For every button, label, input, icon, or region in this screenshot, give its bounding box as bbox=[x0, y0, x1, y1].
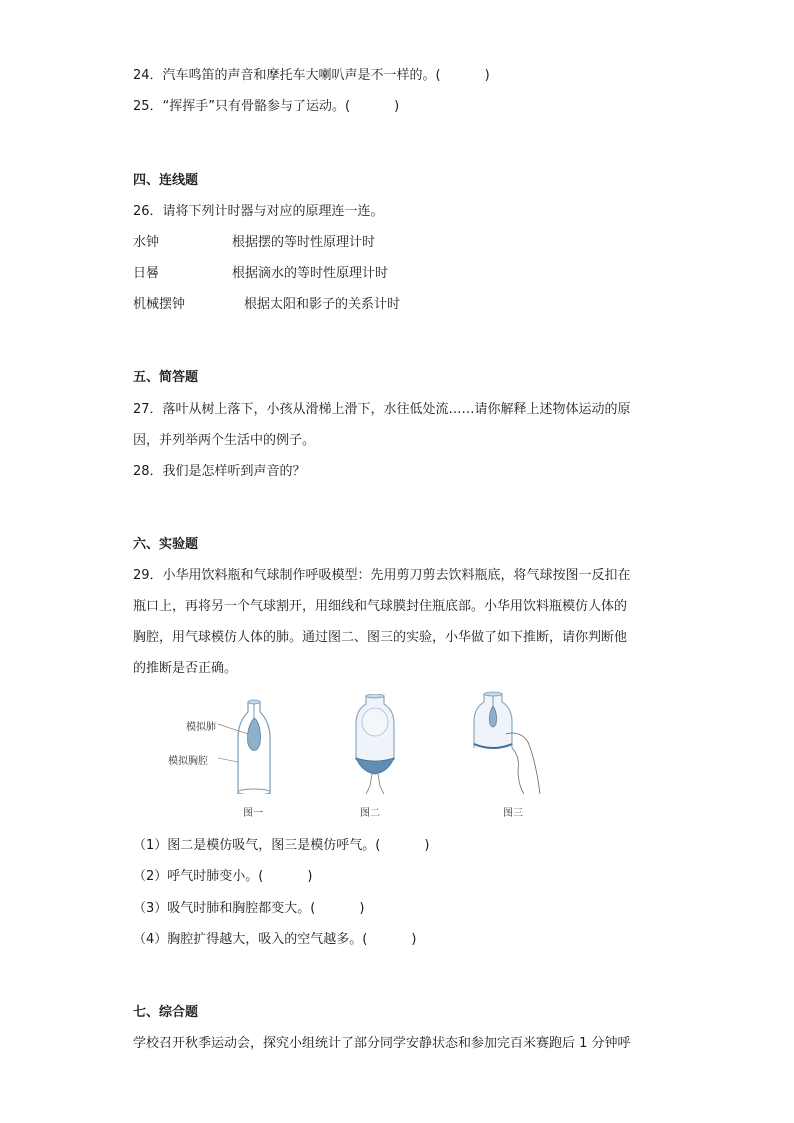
section-heading-comprehensive: 七、综合题 bbox=[133, 1005, 199, 1020]
question-29-sub-2 bbox=[133, 867, 312, 887]
principle-item-sun-shadow[interactable]: 根据太阳和影子的关系计时 bbox=[244, 297, 401, 312]
bottle-model-figure-1 bbox=[218, 698, 288, 794]
question-27-line1: 27．落叶从树上落下，小孩从滑梯上滑下，水往低处流……请你解释上述物体运动的原 bbox=[133, 402, 631, 417]
question-24-text: 24．汽车鸣笛的声音和摩托车大喇叭声是不一样的。( bbox=[133, 68, 441, 83]
question-29-sub-1 bbox=[133, 836, 429, 856]
label-simulated-chest: 模拟胸腔 bbox=[168, 756, 208, 767]
sub-4-text: （4）胸腔扩得越大，吸入的空气越多。( bbox=[133, 932, 368, 947]
timer-item-mechanical-clock[interactable]: 机械摆钟 bbox=[133, 297, 186, 312]
question-29-line3: 胸腔，用气球模仿人体的肺。通过图二、图三的实验，小华做了如下推断，请你判断他 bbox=[133, 630, 628, 645]
question-29-line2: 瓶口上，再将另一个气球割开，用细线和气球膜封住瓶底部。小华用饮料瓶模仿人体的 bbox=[133, 599, 628, 614]
sub-3-text: （3）吸气时肺和胸腔都变大。( bbox=[133, 901, 316, 916]
question-29-sub-3 bbox=[133, 899, 364, 919]
paren-close: ) bbox=[424, 838, 430, 853]
section-heading-matching: 四、连线题 bbox=[133, 173, 199, 188]
timer-item-water-clock[interactable]: 水钟 bbox=[133, 235, 160, 250]
question-29-line1: 29．小华用饮料瓶和气球制作呼吸模型：先用剪刀剪去饮料瓶底，将气球按图一反扣在 bbox=[133, 568, 631, 583]
figure-2-label: 图二 bbox=[360, 808, 380, 819]
label-simulated-lung: 模拟肺 bbox=[186, 722, 216, 733]
bottle-model-figure-3 bbox=[466, 690, 562, 794]
principle-item-dripping[interactable]: 根据滴水的等时性原理计时 bbox=[232, 266, 389, 281]
timer-item-sundial[interactable]: 日晷 bbox=[133, 266, 160, 281]
question-26-text: 26．请将下列计时器与对应的原理连一连。 bbox=[133, 204, 384, 219]
question-25 bbox=[133, 97, 399, 117]
section-heading-experiment: 六、实验题 bbox=[133, 537, 199, 552]
figure-1-label: 图一 bbox=[243, 808, 263, 819]
sub-1-text: （1）图二是模仿吸气，图三是模仿呼气。( bbox=[133, 838, 381, 853]
paren-close: ) bbox=[411, 932, 417, 947]
section-heading-short-answer: 五、简答题 bbox=[133, 370, 199, 385]
question-29-line4: 的推断是否正确。 bbox=[133, 661, 238, 676]
paren-close: ) bbox=[484, 68, 490, 83]
question-29-sub-4 bbox=[133, 930, 416, 950]
bottle-model-figure-2 bbox=[348, 694, 404, 794]
principle-item-pendulum[interactable]: 根据摆的等时性原理计时 bbox=[232, 235, 376, 250]
question-27-line2: 因，并列举两个生活中的例子。 bbox=[133, 433, 316, 448]
paren-close: ) bbox=[307, 869, 313, 884]
question-24 bbox=[133, 66, 490, 86]
paren-close: ) bbox=[359, 901, 365, 916]
question-28-text: 28．我们是怎样听到声音的？ bbox=[133, 464, 306, 479]
paren-close: ) bbox=[394, 99, 400, 114]
question-25-text: 25．“挥挥手”只有骨骼参与了运动。( bbox=[133, 99, 351, 114]
question-30-text: 学校召开秋季运动会，探究小组统计了部分同学安静状态和参加完百米赛跑后 1 分钟呼 bbox=[133, 1036, 631, 1051]
sub-2-text: （2）呼气时肺变小。( bbox=[133, 869, 264, 884]
figure-3-label: 图三 bbox=[503, 808, 523, 819]
